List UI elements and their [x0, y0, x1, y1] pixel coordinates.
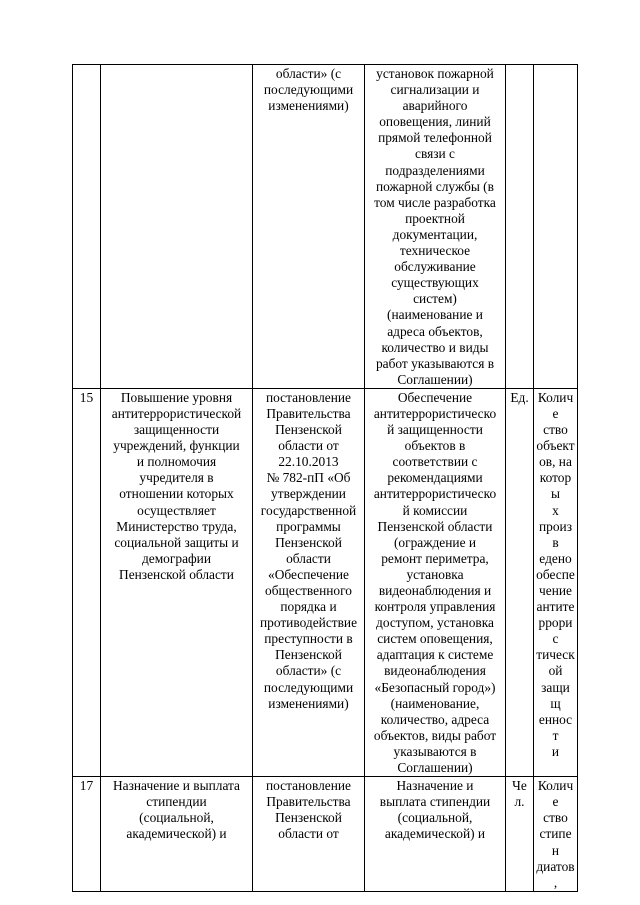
indicator-cell: Количе ство объект ов, на которы х произв едено обеспе чение антите ррорис тическ ой защищ енност и [534, 388, 578, 776]
unit-cell [506, 65, 534, 389]
measure-name-cell [101, 65, 253, 389]
table-row [73, 388, 578, 776]
table-row [73, 65, 578, 389]
description-cell: Обеспечение антитеррористическо й защищенности объектов в соответствии с рекомендациями антитеррористическо й комиссии Пензенской области (ограждение и ремонт периметра, установка видеонаблюдения и контроля управления доступом, установка систем оповещения, адаптация к системе видеонаблюдения «Безопасный город») (наименование, количество, адреса объектов, виды работ указываются в Соглашении) [365, 388, 506, 776]
unit-cell: Ед. [506, 388, 534, 776]
legal-basis-cell: постановление Правительства Пензенской области от [253, 777, 365, 892]
row-number-cell: 15 [73, 388, 101, 776]
row-number-cell: 17 [73, 777, 101, 892]
table-row [73, 777, 578, 892]
indicator-cell: Количе ство стипен диатов, [534, 777, 578, 892]
indicator-cell [534, 65, 578, 389]
description-cell: Назначение и выплата стипендии (социальной, академической) и [365, 777, 506, 892]
legal-basis-cell: постановление Правительства Пензенской области от 22.10.2013 № 782-пП «Об утверждении государственной программы Пензенской области «Обеспечение общественного порядка и противодействие преступности в Пензенской области» (с последующими изменениями) [253, 388, 365, 776]
legal-basis-cell: области» (с последующими изменениями) [253, 65, 365, 389]
row-number-cell [73, 65, 101, 389]
document-table [72, 64, 578, 892]
unit-cell: Че л. [506, 777, 534, 892]
measure-name-cell: Повышение уровня антитеррористической защищенности учреждений, функции и полномочия учредителя в отношении которых осуществляет Министерство труда, социальной защиты и демографии Пензенской области [101, 388, 253, 776]
description-cell: установок пожарной сигнализации и аварийного оповещения, линий прямой телефонной связи с подразделениями пожарной службы (в том числе разработка проектной документации, техническое обслуживание существующих систем) (наименование и адреса объектов, количество и виды работ указываются в Соглашении) [365, 65, 506, 389]
measure-name-cell: Назначение и выплата стипендии (социальной, академической) и [101, 777, 253, 892]
